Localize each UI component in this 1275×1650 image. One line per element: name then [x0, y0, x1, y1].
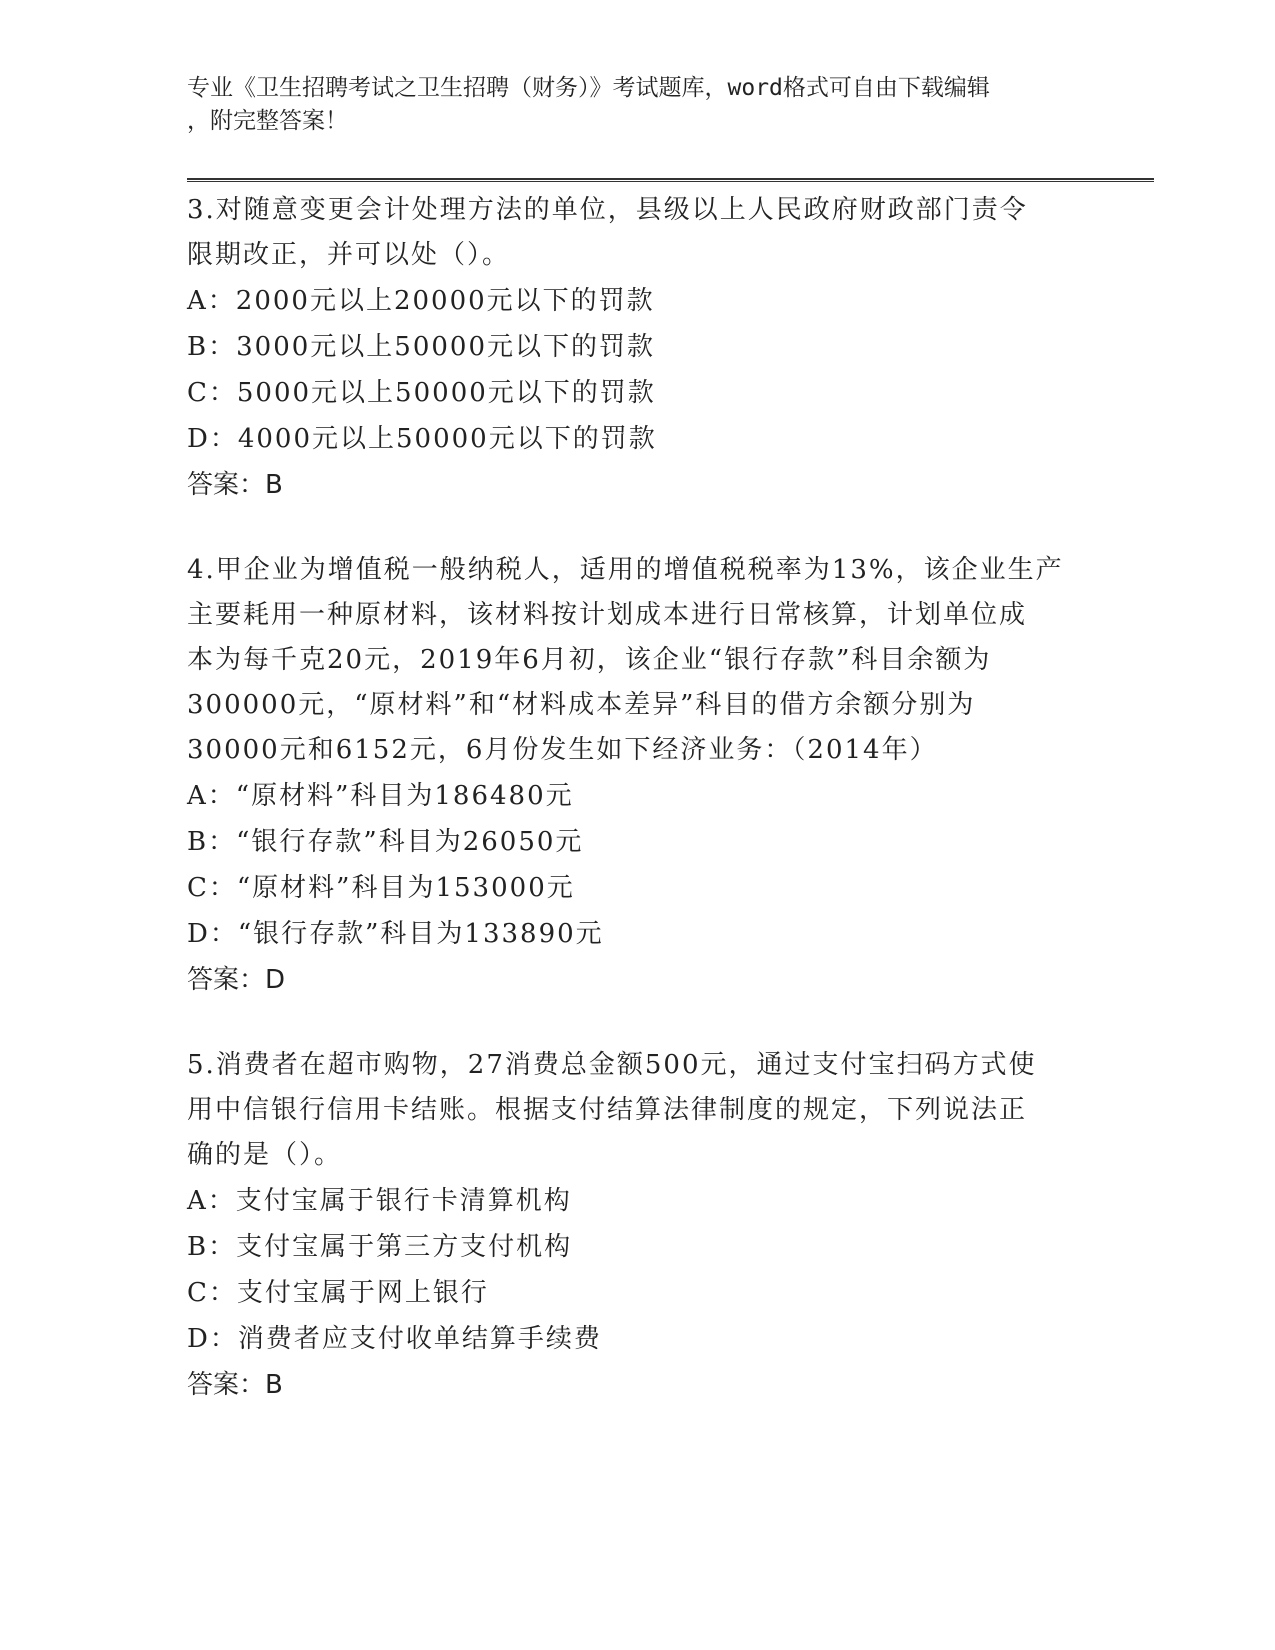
- question-stem-line: 主要耗用一种原材料，该材料按计划成本进行日常核算，计划单位成: [187, 600, 1028, 630]
- option-d: D：4000元以上50000元以下的罚款: [187, 424, 657, 454]
- header-line-2: ，附完整答案！: [187, 108, 348, 134]
- option-b: B：3000元以上50000元以下的罚款: [187, 332, 655, 362]
- option-d: D：“银行存款”科目为133890元: [187, 919, 604, 949]
- question-stem-line: 用中信银行信用卡结账。根据支付结算法律制度的规定，下列说法正: [187, 1095, 1028, 1125]
- answer-line: 答案：D: [187, 965, 286, 995]
- option-c: C：支付宝属于网上银行: [187, 1278, 489, 1308]
- option-a: A：支付宝属于银行卡清算机构: [187, 1186, 572, 1216]
- question-stem-line: 300000元，“原材料”和“材料成本差异”科目的借方余额分别为: [187, 690, 976, 720]
- question-stem-line: 本为每千克20元，2019年6月初，该企业“银行存款”科目余额为: [187, 645, 992, 675]
- question-stem-line: 4.甲企业为增值税一般纳税人，适用的增值税税率为13%，该企业生产: [187, 555, 1064, 585]
- question-5: [187, 1043, 1087, 1408]
- header-line-1: 专业《卫生招聘考试之卫生招聘（财务）》考试题库，word格式可自由下载编辑: [187, 75, 990, 101]
- option-b: B：“银行存款”科目为26050元: [187, 827, 584, 857]
- option-a: A：“原材料”科目为186480元: [187, 781, 574, 811]
- header-divider: [187, 178, 1154, 182]
- answer-line: 答案：B: [187, 470, 283, 500]
- option-c: C：5000元以上50000元以下的罚款: [187, 378, 656, 408]
- question-3: [187, 188, 1087, 508]
- question-4: [187, 548, 1087, 1003]
- question-stem-line: 限期改正，并可以处（）。: [187, 240, 511, 270]
- question-stem-line: 3.对随意变更会计处理方法的单位，县级以上人民政府财政部门责令: [187, 195, 1028, 225]
- question-stem-line: 5.消费者在超市购物，27消费总金额500元，通过支付宝扫码方式使: [187, 1050, 1037, 1080]
- question-stem-line: 确的是（）。: [187, 1140, 343, 1170]
- option-a: A：2000元以上20000元以下的罚款: [187, 286, 655, 316]
- option-b: B：支付宝属于第三方支付机构: [187, 1232, 573, 1262]
- question-stem-line: 30000元和6152元，6月份发生如下经济业务：（2014年）: [187, 735, 938, 765]
- option-c: C：“原材料”科目为153000元: [187, 873, 575, 903]
- document-header: [187, 72, 1087, 138]
- question-list: [187, 188, 1087, 1448]
- answer-line: 答案：B: [187, 1370, 283, 1400]
- option-d: D：消费者应支付收单结算手续费: [187, 1324, 602, 1354]
